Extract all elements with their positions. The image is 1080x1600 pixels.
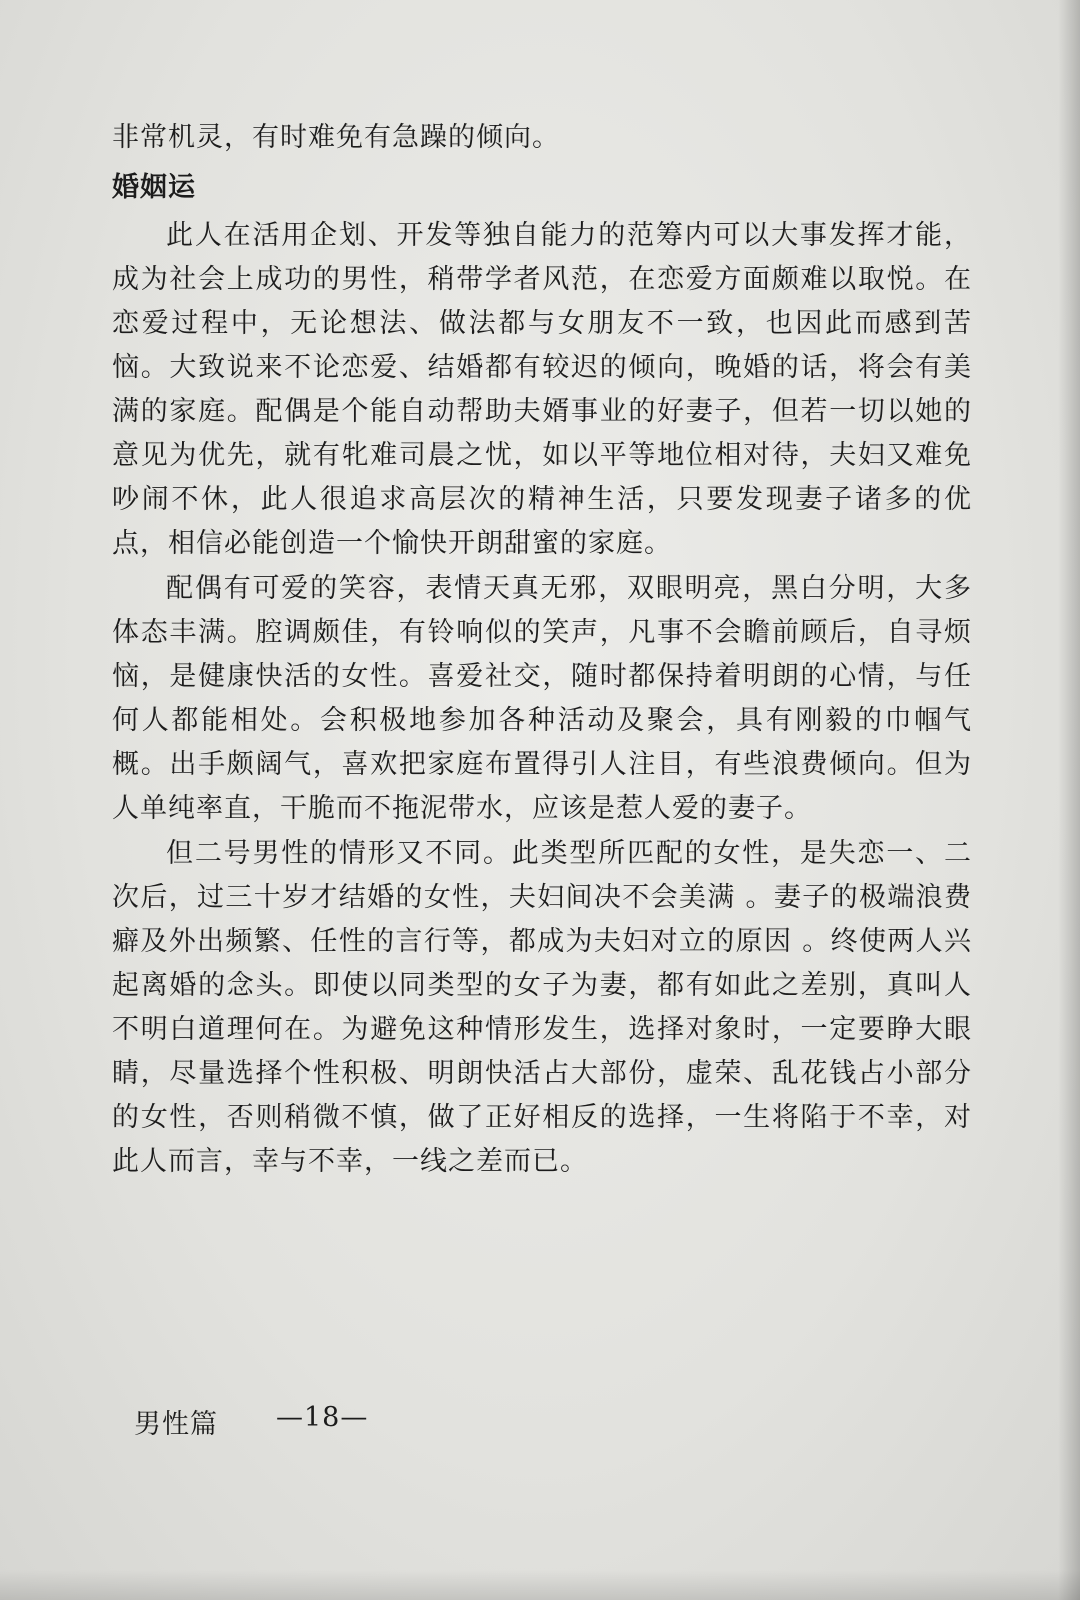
section-heading: 婚姻运 — [112, 172, 196, 203]
page-number: —18— — [276, 1402, 369, 1433]
footer-section-name: 男性篇 — [134, 1409, 218, 1440]
paragraph-3: 但二号男性的情形又不同。此类型所匹配的女性，是失恋一、二次后，过三十岁才结婚的女性，夫妇间决不会美满 。妻子的极端浪费癖及外出频繁、任性的言行等，都成为夫妇对立的原因 。终使两人兴起离婚的念头。即使以同类型的女子为妻，都有如此之差别，真叫人不明白道理何在。为避免这种情形发生，选择对象时，一定要睁大眼睛，尽量选择个性积极、明朗快活占大部份，虚荣、乱花钱占小部分的女性，否则稍微不慎，做了正好相反的选择，一生将陷于不幸，对此人而言，幸与不幸，一线之差而已。 — [112, 838, 972, 1177]
page-content — [112, 116, 972, 1185]
paragraph-2: 配偶有可爱的笑容，表情天真无邪，双眼明亮，黑白分明，大多体态丰满。腔调颇佳，有铃响似的笑声，凡事不会瞻前顾后，自寻烦恼，是健康快活的女性。喜爱社交，随时都保持着明朗的心情，与任何人都能相处。会积极地参加各种活动及聚会，具有刚毅的巾帼气概。出手颇阔气，喜欢把家庭布置得引人注目，有些浪费倾向。但为人单纯率直，干脆而不拖泥带水，应该是惹人爱的妻子。 — [112, 573, 972, 824]
page-footer — [134, 1402, 368, 1441]
page-edge-shadow — [1058, 0, 1080, 1600]
paragraph-1: 此人在活用企划、开发等独自能力的范筹内可以大事发挥才能，成为社会上成功的男性，稍带学者风范，在恋爱方面颇难以取悦。在恋爱过程中，无论想法、做法都与女朋友不一致，也因此而感到苦恼。大致说来不论恋爱、结婚都有较迟的倾向，晚婚的话，将会有美满的家庭。配偶是个能自动帮助夫婿事业的好妻子，但若一切以她的意见为优先，就有牝难司晨之忧，如以平等地位相对待，夫妇又难免吵闹不休，此人很追求高层次的精神生活，只要发现妻子诸多的优点，相信必能创造一个愉快开朗甜蜜的家庭。 — [112, 220, 972, 559]
page-bottom-shade — [0, 1570, 1080, 1600]
continued-text-line: 非常机灵，有时难免有急躁的倾向。 — [112, 122, 560, 153]
